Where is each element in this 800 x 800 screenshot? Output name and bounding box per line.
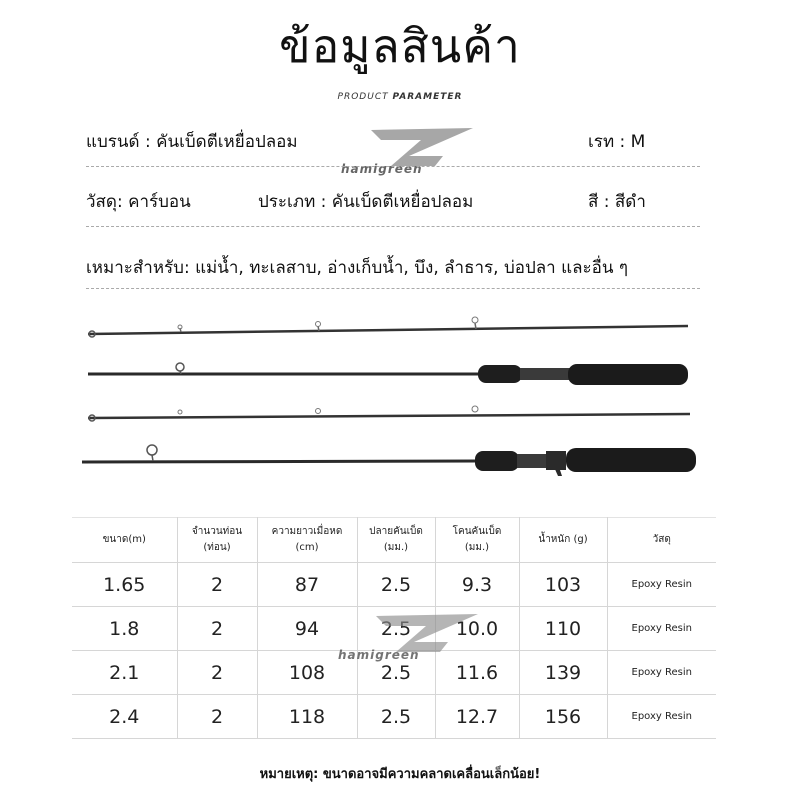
brand-logo xyxy=(336,126,476,186)
table-cell: 118 xyxy=(257,695,357,739)
logo-wordmark: hamigreen xyxy=(338,648,420,662)
table-cell: Epoxy Resin xyxy=(607,651,716,695)
table-row xyxy=(72,695,716,739)
column-header: ปลายคันเบ็ด (มม.) xyxy=(357,518,435,563)
column-header: จำนวนท่อน (ท่อน) xyxy=(177,518,257,563)
column-header: ขนาด(m) xyxy=(72,518,177,563)
table-cell: 139 xyxy=(519,651,607,695)
column-header: วัสดุ xyxy=(607,518,716,563)
table-cell: 2.4 xyxy=(72,695,177,739)
table-cell: 12.7 xyxy=(435,695,519,739)
footnote: หมายเหตุ: ขนาดอาจมีความคลาดเคลื่อนเล็กน้อย! xyxy=(259,767,541,782)
rod-butt-section xyxy=(82,445,696,476)
table-cell: 2.1 xyxy=(72,651,177,695)
rod-butt-section xyxy=(88,363,688,385)
table-cell: Epoxy Resin xyxy=(607,695,716,739)
table-cell: 110 xyxy=(519,607,607,651)
brand-info: แบรนด์ : คันเบ็ดตีเหยื่อปลอม xyxy=(86,132,298,152)
divider xyxy=(86,166,700,167)
type-info: ประเภท : คันเบ็ดตีเหยื่อปลอม xyxy=(258,192,474,212)
rate-info: เรท : M xyxy=(588,132,646,152)
table-cell: 1.65 xyxy=(72,563,177,607)
table-row xyxy=(72,563,716,607)
table-cell: 10.0 xyxy=(435,607,519,651)
column-header: น้ำหนัก (g) xyxy=(519,518,607,563)
table-cell: 108 xyxy=(257,651,357,695)
table-cell: 2.5 xyxy=(357,651,435,695)
rod-tip-section xyxy=(88,317,688,337)
table-cell: 2.5 xyxy=(357,563,435,607)
color-info: สี : สีดำ xyxy=(588,192,646,212)
divider xyxy=(86,226,700,227)
table-cell: 11.6 xyxy=(435,651,519,695)
table-cell: 103 xyxy=(519,563,607,607)
table-header-row xyxy=(72,518,716,563)
table-cell: 94 xyxy=(257,607,357,651)
rod-tip-section xyxy=(88,406,690,421)
subtitle-bold: PARAMETER xyxy=(392,92,463,102)
logo-wordmark: hamigreen xyxy=(341,162,423,176)
table-cell: 156 xyxy=(519,695,607,739)
column-header: ความยาวเมื่อหด (cm) xyxy=(257,518,357,563)
table-cell: 2 xyxy=(177,651,257,695)
column-header: โคนคันเบ็ด (มม.) xyxy=(435,518,519,563)
fishing-rods-image xyxy=(80,310,700,485)
table-cell: 2 xyxy=(177,695,257,739)
table-cell: 9.3 xyxy=(435,563,519,607)
suitable-info: เหมาะสำหรับ: แม่น้ำ, ทะเลสาบ, อ่างเก็บน้ำ, บึง, ลำธาร, บ่อปลา และอื่น ๆ xyxy=(86,258,628,278)
divider xyxy=(86,288,700,289)
table-cell: 2 xyxy=(177,563,257,607)
table-cell: 1.8 xyxy=(72,607,177,651)
material-info: วัสดุ: คาร์บอน xyxy=(86,192,191,212)
page-title: ข้อมูลสินค้า xyxy=(279,19,521,73)
table-cell: Epoxy Resin xyxy=(607,563,716,607)
page-subtitle xyxy=(0,92,800,102)
table-cell: 2.5 xyxy=(357,695,435,739)
table-cell: 2 xyxy=(177,607,257,651)
brand-logo-watermark xyxy=(336,612,476,672)
table-cell: Epoxy Resin xyxy=(607,607,716,651)
table-cell: 2.5 xyxy=(357,607,435,651)
table-cell: 87 xyxy=(257,563,357,607)
subtitle-prefix: PRODUCT xyxy=(337,92,389,102)
